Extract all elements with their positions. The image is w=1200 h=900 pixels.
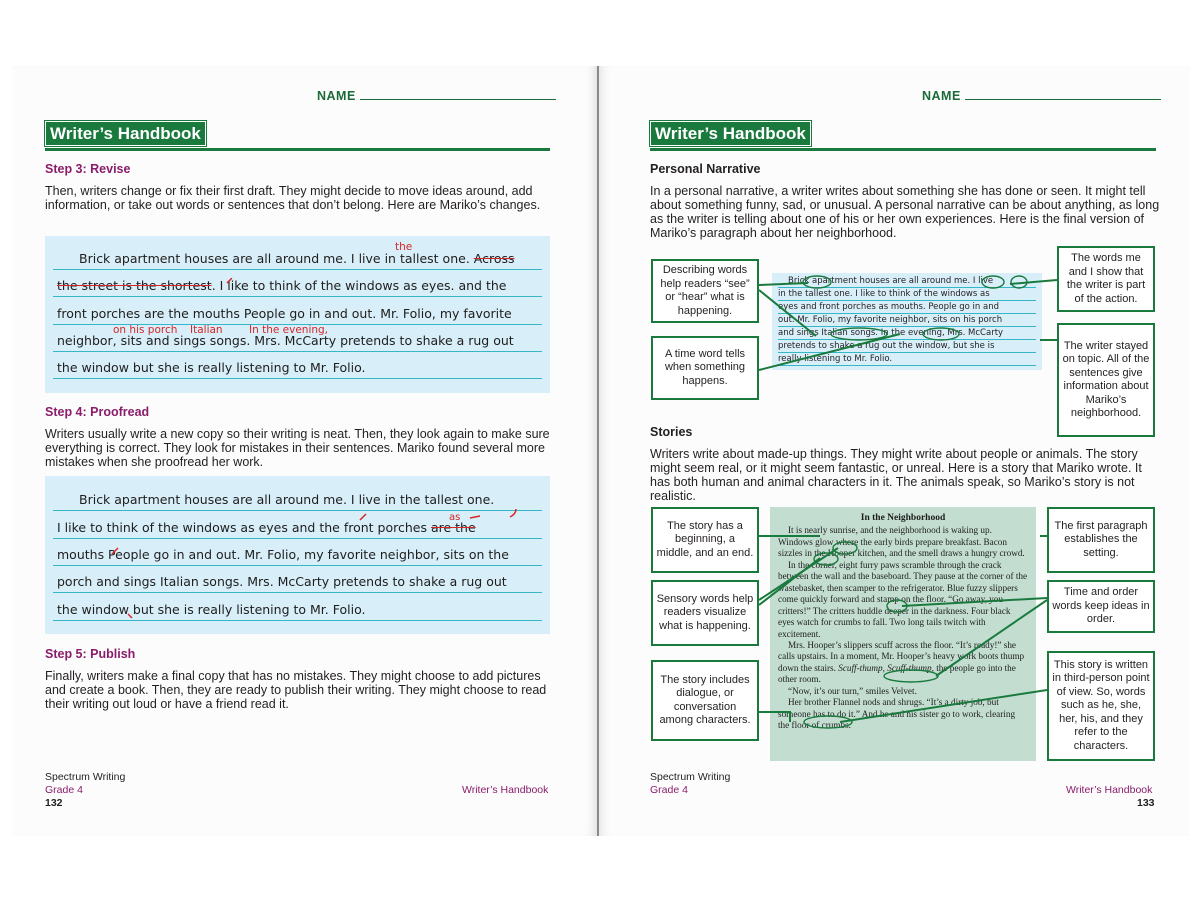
proof-line-2: I like to think of the windows as eyes and the front porches are the — [53, 517, 542, 539]
callout-first-paragraph: The first paragraph establishes the setting. — [1047, 507, 1155, 573]
final-line-6: pretends to shake a rug out the window, but she is — [778, 340, 1036, 353]
page-number: 132 — [45, 797, 63, 809]
final-line-4: out. Mr. Folio, my favorite neighbor, sits on his porch — [778, 314, 1036, 327]
proof-line-3: mouths People go in and out. Mr. Folio, my favorite neighbor, sits on the — [53, 544, 542, 566]
handbook-header — [650, 121, 1156, 151]
handbook-title: Writer’s Handbook — [650, 121, 811, 146]
story-box — [770, 507, 1036, 761]
final-line-1: Brick apartment houses are all around me. I live — [778, 275, 1036, 288]
final-line-3: eyes and front porches as mouths. People go in and — [778, 301, 1036, 314]
name-field — [317, 89, 556, 103]
proof-line-5: the window but she is really listening to Mr. Folio. — [53, 599, 542, 621]
story-paragraph-3: Mrs. Hooper’s slippers scuff across the floor. “It’s ready!” she calls upstairs. In a moment, Mr. Hooper’s heavy work boots thump down the stairs. Scuff-thump, Scuff-thump, the people go into the other room. — [778, 639, 1025, 685]
revise-line-5: the window but she is really listening to Mr. Folio. — [53, 357, 542, 379]
proof-line-1: Brick apartment houses are all around me. I live in the tallest one. — [53, 489, 542, 511]
footer-series: Spectrum Writing — [650, 771, 731, 783]
left-page — [12, 66, 598, 836]
footer-series: Spectrum Writing — [45, 771, 126, 783]
story-paragraph-5: Her brother Flannel nods and shrugs. “It’s a dirty job, but someone has to do it.” And he and his sister go to work, clearing the floor of crumbs. — [778, 697, 1016, 731]
insert-on-his-porch: on his porch — [113, 324, 178, 336]
story-paragraph-4: “Now, it’s our turn,” smiles Velvet. — [788, 685, 917, 696]
revise-line-2: the street is the shortest. I like to think of the windows as eyes. and the — [53, 275, 542, 297]
callout-beginning-middle-end: The story has a beginning, a middle, and an end. — [651, 507, 759, 573]
personal-narrative-title: Personal Narrative — [650, 162, 761, 176]
step4-title: Step 4: Proofread — [45, 405, 150, 419]
footer-section: Writer’s Handbook — [1066, 784, 1153, 796]
callout-stayed-on-topic: The writer stayed on topic. All of the sentences give information about Mariko’s neighborhood. — [1057, 323, 1155, 437]
insert-the: the — [395, 241, 413, 253]
story-title: In the Neighborhood — [860, 513, 946, 523]
proofread-box — [45, 476, 550, 634]
proof-insert-as: as — [449, 512, 461, 523]
name-line — [965, 99, 1161, 100]
callout-third-person: This story is written in third-person point of view. So, words such as he, she, her, his, and they refer to the characters. — [1047, 651, 1155, 761]
callout-dialogue: The story includes dialogue, or conversation among characters. — [651, 660, 759, 741]
step3-body: Then, writers change or fix their first draft. They might decide to move ideas around, add information, or take out words or sentences that don’t belong. Here are Mariko’s changes. — [45, 184, 541, 212]
personal-narrative-body: In a personal narrative, a writer writes about something she has done or seen. It might tell about something funny, sad, or unusual. A personal narrative can be about anything, as long as the writer is telling about one of his or her own experiences. Here is the final version of Mariko’s paragraph about her neighborhood. — [650, 184, 1160, 240]
handbook-title: Writer’s Handbook — [45, 121, 206, 146]
revise-line-4: neighbor, sits and sings songs. Mrs. McCarty pretends to shake a rug out — [53, 330, 542, 352]
footer-grade: Grade 4 — [45, 784, 83, 796]
name-label: NAME — [922, 89, 961, 103]
name-field — [922, 89, 1161, 103]
story-paragraph-2: In the corner, eight furry paws scramble through the crack between the wall and the baseboard. They pause at the corner of the wastebasket, then scamper to the refrigerator. Blue fuzzy slippers come quickly forward and stamp on the floor. “Go away, you critters!” The critters huddle deeper in the darkness. Four black eyes watch for crumbs to fall. Two long tails twitch with excitement. — [778, 559, 1028, 639]
footer-grade: Grade 4 — [650, 784, 688, 796]
callout-words-me-i: The words me and I show that the writer is part of the action. — [1057, 246, 1155, 312]
step4-body: Writers usually write a new copy so their writing is neat. Then, they look again to make sure everything is correct. They look for mistakes in their sentences. Mariko found several more mistakes when she proofread her work. — [45, 427, 550, 469]
callout-time-order-words: Time and order words keep ideas in order. — [1047, 580, 1155, 633]
final-paragraph — [772, 273, 1042, 370]
final-line-7: really listening to Mr. Folio. — [778, 353, 1036, 366]
name-label: NAME — [317, 89, 356, 103]
callout-sensory-words: Sensory words help readers visualize what is happening. — [651, 580, 759, 646]
footer-left — [45, 771, 125, 810]
revise-draft-box — [45, 236, 550, 393]
revise-line-1: Brick apartment houses are all around me. I live in tallest one. Across — [53, 248, 542, 270]
step5-title: Step 5: Publish — [45, 647, 136, 661]
revise-line-3: front porches are the mouths People go in and out. Mr. Folio, my favorite — [53, 303, 542, 325]
insert-in-the-evening: In the evening, — [249, 324, 329, 336]
stories-title: Stories — [650, 425, 693, 439]
name-line — [360, 99, 556, 100]
footer-left — [650, 771, 730, 797]
final-line-2: in the tallest one. I like to think of the windows as — [778, 288, 1036, 301]
final-line-5: and sings Italian songs. In the evening, Mrs. McCarty — [778, 327, 1036, 340]
handbook-header — [45, 121, 550, 151]
step3-title: Step 3: Revise — [45, 162, 131, 176]
proof-line-4: porch and sings Italian songs. Mrs. McCarty pretends to shake a rug out — [53, 571, 542, 593]
callout-time-word: A time word tells when something happens. — [651, 336, 759, 400]
story-paragraph-1: It is nearly sunrise, and the neighborhood is waking up. Windows glow where the early birds prepare breakfast. Bacon sizzles in the Hooper kitchen, and the smell draws a hungry crowd. — [778, 525, 1025, 559]
insert-italian: Italian — [190, 324, 223, 336]
step5-body: Finally, writers make a final copy that has no mistakes. They might choose to add pictures and create a book. Then, they are ready to publish their writing. They might choose to read their writing out loud or have a friend read it. — [45, 669, 547, 711]
callout-describing-words: Describing words help readers “see” or “hear” what is happening. — [651, 259, 759, 323]
right-page — [599, 66, 1190, 836]
page-number: 133 — [1137, 797, 1155, 809]
footer-section: Writer’s Handbook — [462, 784, 549, 796]
stories-body: Writers write about made-up things. They might write about people or animals. The story might seem real, or it might seem fantastic, or unreal. Here is a story that Mariko wrote. It has both human and animal characters in it. The animals speak, so Mariko’s story is not realistic. — [650, 447, 1142, 503]
